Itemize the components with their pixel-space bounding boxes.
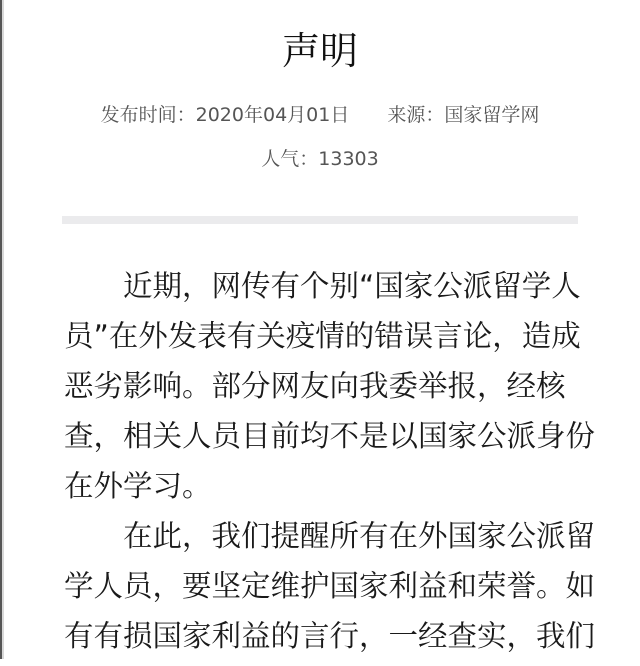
- text-line: 员”在外发表有关疫情的错误言论，造成: [64, 319, 581, 353]
- source-value: 国家留学网: [444, 104, 540, 126]
- paragraph-1: [64, 266, 604, 516]
- popularity-label: 人气：: [261, 148, 319, 170]
- header-divider: [62, 216, 578, 224]
- source-label: 来源：: [387, 104, 445, 126]
- text-line: 查，相关人员目前均不是以国家公派身份: [64, 419, 596, 453]
- publish-time-label: 发布时间：: [100, 104, 196, 126]
- text-line: 学人员，要坚定维护国家利益和荣誉。如: [64, 569, 596, 603]
- text-line: 在此，我们提醒所有在外国家公派留: [123, 519, 596, 553]
- text-line: 有有损国家利益的言行，一经查实，我们: [64, 619, 596, 653]
- text-line: 近期，网传有个别“国家公派留学人: [123, 269, 581, 303]
- article-meta: [0, 103, 640, 127]
- paragraph-2: [64, 516, 604, 666]
- article-title: 声明: [281, 29, 358, 73]
- publish-time: [101, 103, 350, 127]
- popularity-count: 13303: [318, 148, 379, 170]
- publish-date: 2020年04月01日: [195, 104, 350, 126]
- popularity: [0, 147, 640, 171]
- text-line: 恶劣影响。部分网友向我委举报，经核: [64, 369, 566, 403]
- article-body: [64, 266, 604, 666]
- text-line: 在外学习。: [64, 469, 212, 503]
- source: [387, 103, 539, 127]
